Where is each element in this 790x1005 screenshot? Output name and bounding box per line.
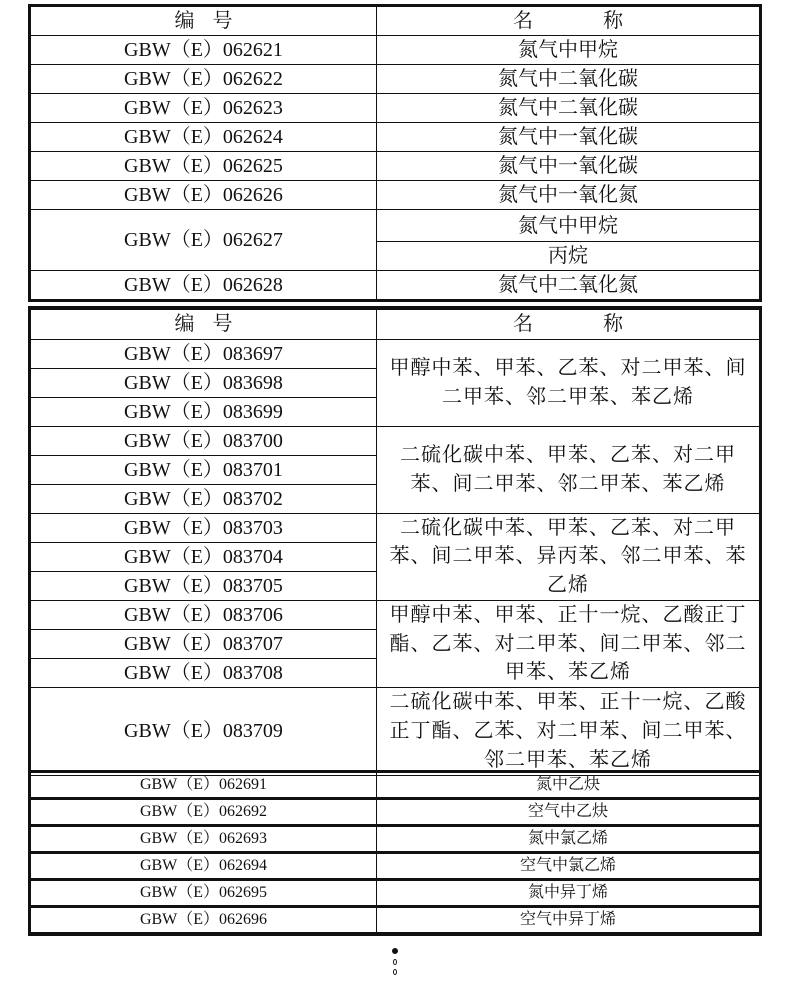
table-row [30,426,761,455]
table-row [30,688,761,775]
gas-standards-table-1 [28,4,762,302]
name-cell: 空气中氯乙烯 [377,853,761,880]
continuation-ellipsis-icon [390,948,400,979]
table-row [30,513,761,542]
code-cell: GBW（E）083700 [30,426,377,455]
code-cell: GBW（E）062627 [30,210,377,271]
table-row [30,339,761,368]
header-text: 号 [212,313,233,336]
code-cell: GBW（E）062622 [30,65,377,94]
name-cell: 氮气中二氧化碳 [377,65,761,94]
name-cell: 氮中异丁烯 [377,880,761,907]
code-cell: GBW（E）062692 [30,799,377,826]
code-cell: GBW（E）083698 [30,368,377,397]
name-cell: 空气中异丁烯 [377,907,761,934]
header-name [377,6,761,36]
name-cell: 氮中氯乙烯 [377,826,761,853]
dot-icon [392,948,398,954]
header-text: 称 [603,313,623,336]
code-cell: GBW（E）083699 [30,397,377,426]
code-cell: GBW（E）062623 [30,94,377,123]
code-cell: GBW（E）083705 [30,571,377,600]
name-cell: 甲醇中苯、甲苯、乙苯、对二甲苯、间二甲苯、邻二甲苯、苯乙烯 [377,339,761,426]
table-header-row [30,308,761,339]
name-cell: 空气中乙炔 [377,799,761,826]
gas-standards-table-2 [28,770,762,936]
dot-icon [393,969,397,975]
header-text: 编 [174,313,195,336]
name-cell: 氮气中一氧化氮 [377,181,761,210]
table-row [30,907,761,934]
code-cell: GBW（E）062626 [30,181,377,210]
table-row [30,36,761,65]
code-cell: GBW（E）083707 [30,630,377,659]
header-text: 名 [513,10,533,32]
name-cell: 丙烷 [377,242,761,271]
code-cell: GBW（E）062695 [30,880,377,907]
name-cell: 氮气中一氧化碳 [377,152,761,181]
code-cell: GBW（E）062693 [30,826,377,853]
name-cell: 氮气中甲烷 [377,36,761,65]
table-row [30,152,761,181]
code-cell: GBW（E）083706 [30,600,377,629]
code-cell: GBW（E）083709 [30,688,377,775]
code-cell: GBW（E）083702 [30,484,377,513]
table-row [30,65,761,94]
code-cell: GBW（E）062624 [30,123,377,152]
table-row [30,826,761,853]
code-cell: GBW（E）062621 [30,36,377,65]
code-cell: GBW（E）062691 [30,772,377,799]
header-code [30,308,377,339]
name-cell: 甲醇中苯、甲苯、正十一烷、乙酸正丁酯、乙苯、对二甲苯、间二甲苯、邻二甲苯、苯乙烯 [377,600,761,687]
code-cell: GBW（E）083697 [30,339,377,368]
dot-icon [393,959,397,965]
name-cell: 二硫化碳中苯、甲苯、乙苯、对二甲苯、间二甲苯、邻二甲苯、苯乙烯 [377,426,761,513]
name-cell: 氮气中二氧化碳 [377,94,761,123]
name-cell: 氮中乙炔 [377,772,761,799]
code-cell: GBW（E）083708 [30,659,377,688]
table-row [30,799,761,826]
table-row [30,271,761,301]
code-cell: GBW（E）062696 [30,907,377,934]
name-cell: 氮气中二氧化氮 [377,271,761,301]
name-cell: 氮气中甲烷 [377,210,761,242]
table-row [30,210,761,242]
header-text: 号 [212,10,233,32]
header-text: 名 [513,313,533,336]
header-text: 称 [603,10,623,32]
table-row [30,853,761,880]
code-cell: GBW（E）083704 [30,542,377,571]
table-row [30,94,761,123]
name-cell: 氮气中一氧化碳 [377,123,761,152]
code-cell: GBW（E）062625 [30,152,377,181]
table-row [30,772,761,799]
voc-standards-table [28,306,762,776]
header-name [377,308,761,339]
table-row [30,123,761,152]
code-cell: GBW（E）062628 [30,271,377,301]
table-header-row [30,6,761,36]
code-cell: GBW（E）062694 [30,853,377,880]
header-text: 编 [174,10,195,32]
header-code [30,6,377,36]
table-row [30,880,761,907]
code-cell: GBW（E）083701 [30,455,377,484]
table-row [30,181,761,210]
table-row [30,600,761,629]
name-cell: 二硫化碳中苯、甲苯、乙苯、对二甲苯、间二甲苯、异丙苯、邻二甲苯、苯乙烯 [377,513,761,600]
code-cell: GBW（E）083703 [30,513,377,542]
name-cell: 二硫化碳中苯、甲苯、正十一烷、乙酸正丁酯、乙苯、对二甲苯、间二甲苯、邻二甲苯、苯乙烯 [377,688,761,775]
